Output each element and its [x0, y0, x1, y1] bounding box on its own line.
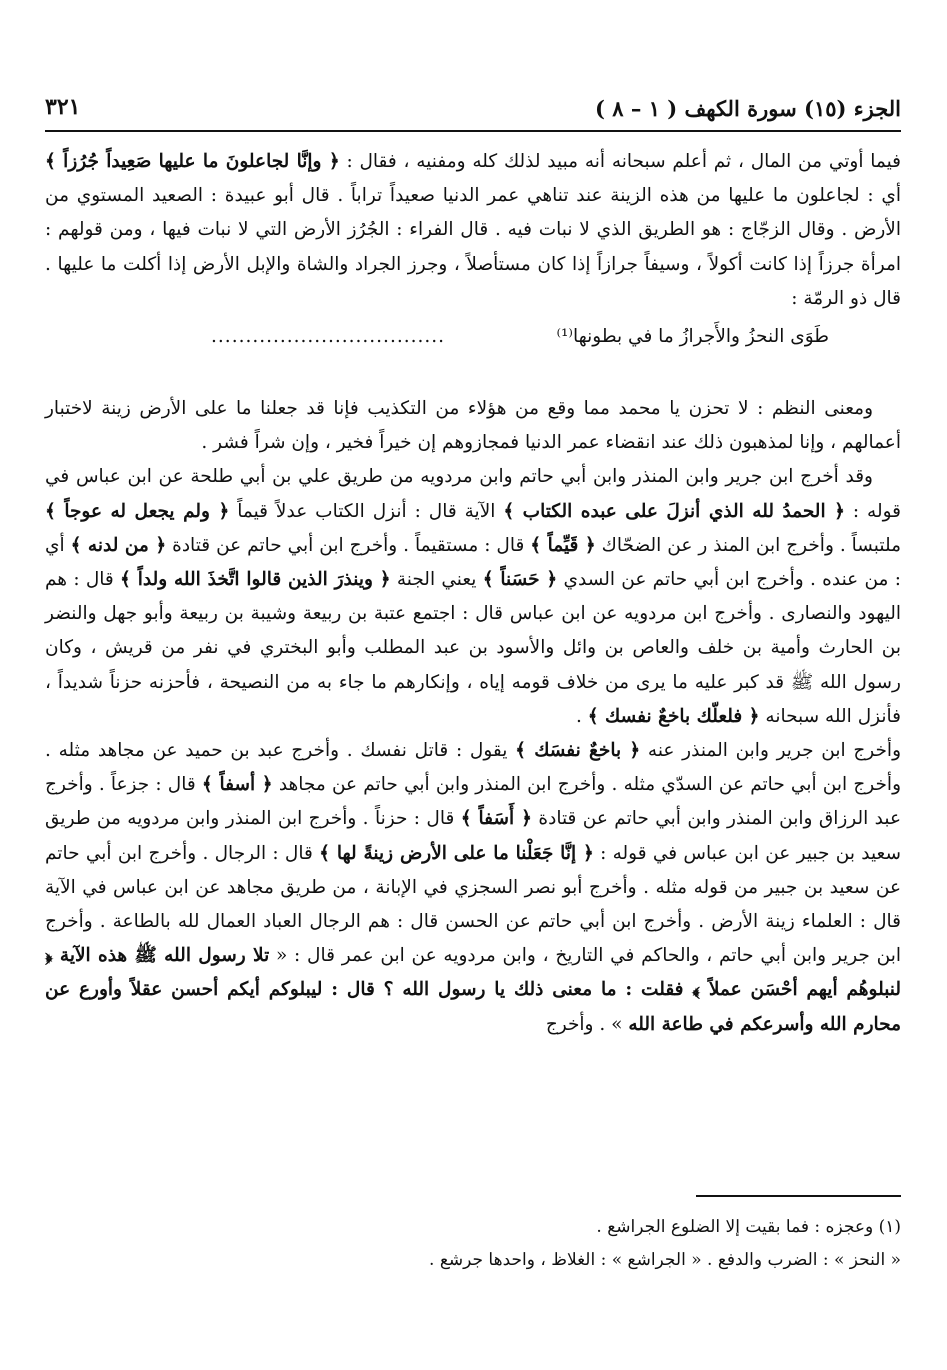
- quran-quote: ﴿ حَسَناً ﴾: [482, 569, 558, 591]
- paragraph-3-text-c: ملتبساً . وأخرج ابن المنذ ر عن الضحّاك: [595, 534, 901, 556]
- paragraph-3-text-g: قال : هم اليهود والنصارى . وأخرج ابن مردويه عن ابن عباس قال : اجتمع عتبة بن ربيعة وشيبة بن ربيعة وأبو جهل والنضر بن الحارث وأمية بن خلف والعاص بن وائل والأسود بن عبد المطلب وأبو البختري في نفر من قريش ، وكان رسول الله ﷺ قد كبر عليه ما يرى من خلاف قومه إياه ، وإنكارهم ما جاء به من النصيحة ، فأحزنه حزناً شديداً ، فأنزل الله سبحانه: [45, 569, 901, 727]
- main-text: [45, 145, 901, 1042]
- paragraph-4-text-a: وأخرج ابن جرير وابن المنذر عنه: [640, 740, 902, 762]
- paragraph-4: [45, 734, 901, 1042]
- paragraph-1-text-a: فيما أوتي من المال ، ثم أعلم سبحانه أنه مبيد لذلك كله ومفنيه ، فقال :: [339, 151, 902, 172]
- quran-quote: ﴿ قَيِّماً ﴾: [530, 534, 596, 556]
- footnote-2: « النحز » : الضرب والدفع . « الجراشع » : الغلاظ ، واحدها جرشع .: [429, 1250, 901, 1270]
- paragraph-3-text-b: الآية قال : أنزل الكتاب عدلاً قيماً: [229, 500, 504, 522]
- page-header: [45, 92, 901, 126]
- paragraph-3: [45, 460, 901, 734]
- footnotes: [45, 1211, 901, 1277]
- verse-hemistich: طَوَى النحزُ والأَجرازُ ما في بطونها⁽¹⁾: [556, 326, 829, 348]
- quran-quote: ﴿ أَسَفاً ﴾: [460, 808, 532, 830]
- paragraph-2: [45, 392, 901, 460]
- quran-quote: ﴿ أسفاً ﴾: [201, 774, 273, 796]
- paragraph-1: [45, 145, 901, 316]
- quran-quote: ﴿ من لدنه ﴾: [70, 534, 167, 556]
- paragraph-4-text-f: » . وأخرج: [545, 1013, 629, 1035]
- paragraph-3-text-f: يعني الجنة: [390, 569, 483, 591]
- verse-omission-dots: ..................................: [211, 326, 445, 348]
- footnote-1: (١) وعجزه : فما بقيت إلا الضلوع الجراشع .: [596, 1217, 901, 1237]
- paragraph-3-text-e: أي : من عنده . وأخرج ابن أبي حاتم عن السدي: [45, 534, 901, 591]
- paragraph-4-text-d: قال : حزناً . وأخرج ابن المنذر وابن مردويه من طريق سعيد بن جبير عن ابن عباس في قوله :: [45, 808, 901, 864]
- quran-quote: ﴿ فلعلّك باخعٌ نفسك ﴾: [587, 705, 760, 727]
- header-rule: [45, 130, 901, 132]
- paragraph-1-text-b: أي : لجاعلون ما عليها من هذه الزينة عند تناهي عمر الدنيا صعيداً تراباً . قال أبو عبيدة : الصعيد المستوي من الأرض . وقال الزجّاج : هو الطريق الذي لا نبات فيه . قال الفراء : الجُرُز الأرض التي لا نبات فيها ، ومن قولهم : امرأة جرزاً إذا كانت أكولاً ، وسيفاً جرازاً إذا كان مستأصلاً ، وجرز الجراد والشاة والإبل الأرض إذا أكلت ما عليها . قال ذو الرمّة :: [45, 185, 901, 309]
- quran-quote: ﴿ ولم يجعل له عوجاً ﴾: [45, 500, 230, 522]
- page-number: ٣٢١: [45, 94, 81, 120]
- paragraph-4-text-b: يقول : قاتل نفسك . وأخرج عبد بن حميد عن مجاهد مثله . وأخرج ابن أبي حاتم عن السدّي مثله . وأخرج ابن المنذر وابن أبي حاتم عن مجاهد: [45, 740, 902, 796]
- poetry-verse: [45, 320, 901, 358]
- paragraph-4-text-e: قال : الرجال . وأخرج ابن أبي حاتم عن سعيد بن جبير من قوله مثله . وأخرج أبو نصر السجزي في الإبانة ، من طريق مجاهد عن ابن عباس في الآية قال : العلماء زينة الأرض . وأخرج ابن أبي حاتم عن الحسن قال : هم الرجال العباد العمال لله بالطاعة . وأخرج ابن جرير وابن أبي حاتم ، والحاكم في التاريخ ، وابن مردويه عن ابن عمر قال : «: [45, 842, 901, 967]
- paragraph-3-text-d: قال : مستقيماً . وأخرج ابن أبي حاتم عن قتادة: [166, 534, 531, 556]
- quran-quote: ﴿ باخعٌ نفسَك ﴾: [515, 740, 641, 762]
- paragraph-3-text-a: وقد أخرج ابن جرير وابن المنذر وابن أبي حاتم وابن مردويه من طريق علي بن أبي طلحة عن ابن عباس في قوله :: [45, 466, 901, 522]
- quran-quote: ﴿ وإنَّا لجاعلونَ ما عليها صَعِيداً جُرُزاً ﴾: [45, 151, 340, 172]
- footnote-rule: [696, 1195, 901, 1197]
- paragraph-2-text: ومعنى النظم : لا تحزن يا محمد مما وقع من هؤلاء من التكذيب فإنا قد جعلنا ما على الأرض زينة لاختبار أعمالهم ، وإنا لمذهبون ذلك عند انقضاء عمر الدنيا فمجازوهم إن خيراً فخير ، وإن شراً فشر .: [45, 398, 901, 454]
- quran-quote: ﴿ وينذرَ الذين قالوا اتَّخذَ الله ولداً ﴾: [120, 569, 391, 591]
- running-head: الجزء (١٥) سورة الكهف ( ١ – ٨ ): [595, 96, 901, 121]
- paragraph-4-text-c: قال : جزعاً . وأخرج عبد الرزاق وابن المنذر وابن أبي حاتم عن قتادة: [45, 774, 901, 830]
- quran-quote: ﴿ إنَّا جَعَلْنا ما على الأرض زينةً لها ﴾: [319, 842, 594, 864]
- paragraph-3-text-h: .: [576, 705, 588, 727]
- quran-quote: ﴿ الحمدُ لله الذي أنزلَ على عبده الكتاب ﴾: [503, 500, 845, 522]
- hadith-quote: تلا رسول الله ﷺ هذه الآية ﴿ لنبلوهُم أيهم أحْسَن عملاً ﴾ فقلت : ما معنى ذلك يا رسول الله ؟ قال : ليبلوكم أيكم أحسن عقلاً وأورع عن محارم الله وأسرعكم في طاعة الله: [45, 945, 901, 1035]
